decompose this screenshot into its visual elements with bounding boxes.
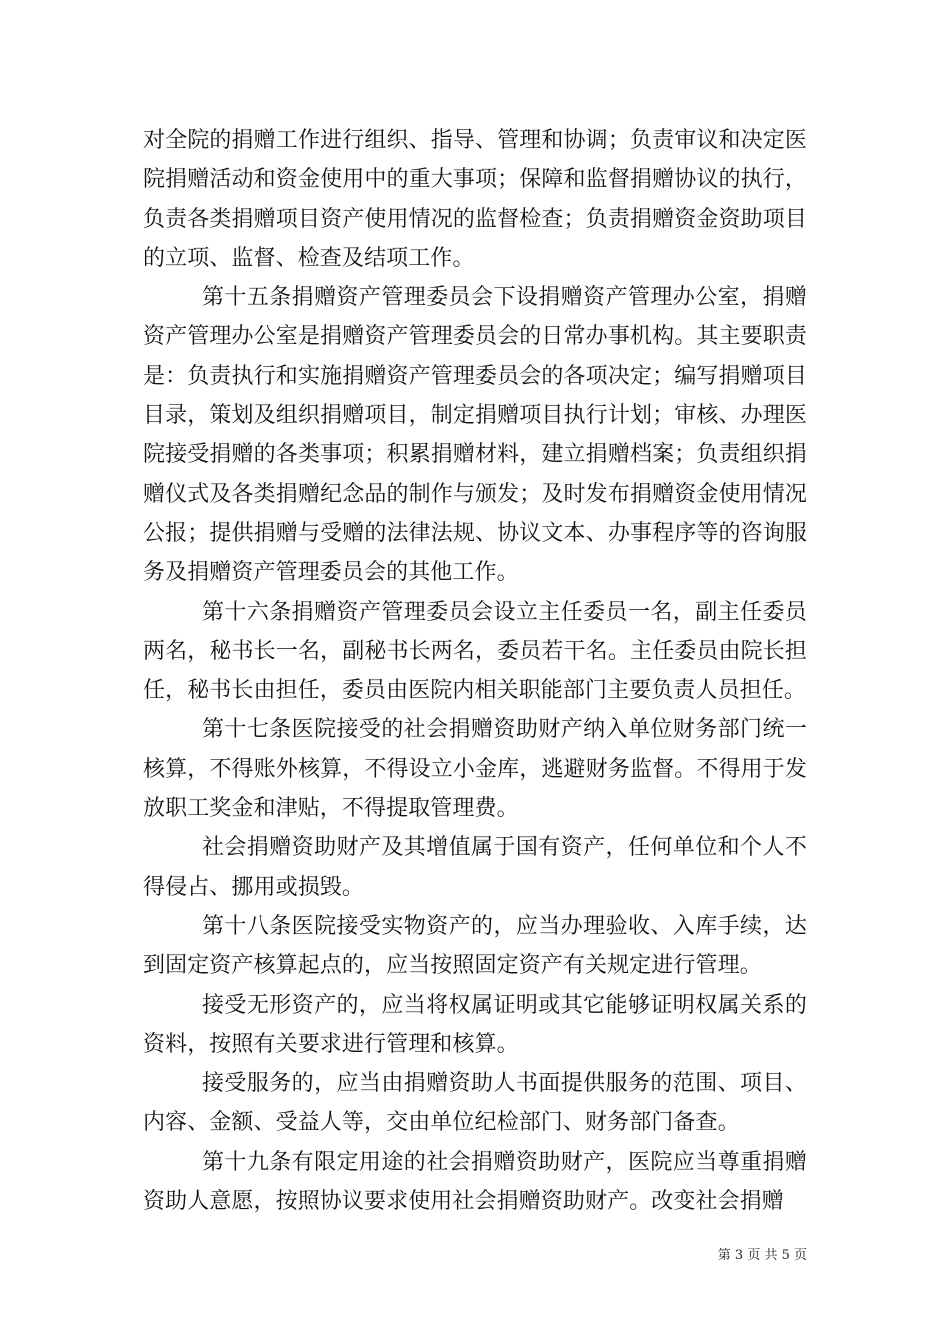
- document-body: [143, 121, 807, 1221]
- paragraph-article-17: 第十七条医院接受的社会捐赠资助财产纳入单位财务部门统一核算，不得账外核算，不得设立小金库，逃避财务监督。不得用于发放职工奖金和津贴，不得提取管理费。: [143, 717, 807, 822]
- paragraph-state-assets: 社会捐赠资助财产及其增值属于国有资产，任何单位和个人不得侵占、挪用或损毁。: [143, 835, 807, 900]
- paragraph-intangible-assets: 接受无形资产的，应当将权属证明或其它能够证明权属关系的资料，按照有关要求进行管理和核算。: [143, 992, 807, 1057]
- page-number-footer: 第 3 页 共 5 页: [717, 1248, 807, 1263]
- paragraph-article-15: 第十五条捐赠资产管理委员会下设捐赠资产管理办公室，捐赠资产管理办公室是捐赠资产管理委员会的日常办事机构。其主要职责是：负责执行和实施捐赠资产管理委员会的各项决定；编写捐赠项目目录，策划及组织捐赠项目，制定捐赠项目执行计划；审核、办理医院接受捐赠的各类事项；积累捐赠材料，建立捐赠档案；负责组织捐赠仪式及各类捐赠纪念品的制作与颁发；及时发布捐赠资金使用情况公报；提供捐赠与受赠的法律法规、协议文本、办事程序等的咨询服务及捐赠资产管理委员会的其他工作。: [143, 285, 807, 586]
- paragraph-continuation: 对全院的捐赠工作进行组织、指导、管理和协调；负责审议和决定医院捐赠活动和资金使用中的重大事项；保障和监督捐赠协议的执行，负责各类捐赠项目资产使用情况的监督检查；负责捐赠资金资助项目的立项、监督、检查及结项工作。: [143, 128, 807, 271]
- paragraph-services: 接受服务的，应当由捐赠资助人书面提供服务的范围、项目、内容、金额、受益人等，交由单位纪检部门、财务部门备查。: [143, 1071, 807, 1136]
- paragraph-article-19: 第十九条有限定用途的社会捐赠资助财产，医院应当尊重捐赠资助人意愿，按照协议要求使用社会捐赠资助财产。改变社会捐赠: [143, 1149, 807, 1215]
- paragraph-article-18: 第十八条医院接受实物资产的，应当办理验收、入库手续，达到固定资产核算起点的，应当按照固定资产有关规定进行管理。: [143, 913, 807, 979]
- paragraph-article-16: 第十六条捐赠资产管理委员会设立主任委员一名，副主任委员两名，秘书长一名，副秘书长两名，委员若干名。主任委员由院长担任，秘书长由担任，委员由医院内相关职能部门主要负责人员担任。: [143, 599, 807, 704]
